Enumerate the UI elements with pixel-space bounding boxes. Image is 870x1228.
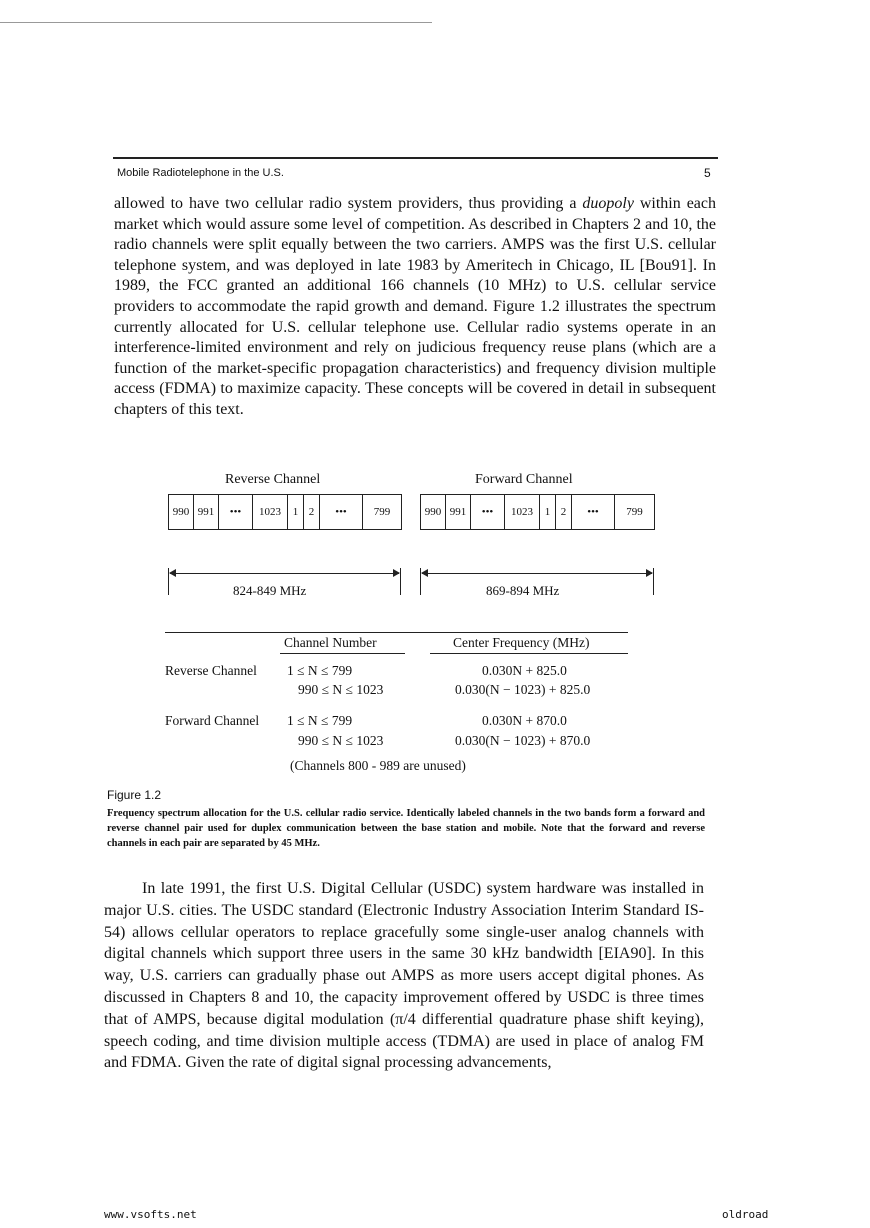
channel-cell: 2 <box>304 495 320 529</box>
forward-span-tick-right <box>653 568 654 595</box>
channel-cell: 799 <box>626 506 643 518</box>
forward-freq-range: 869-894 MHz <box>486 583 560 598</box>
table-header-rule-channel <box>280 653 405 654</box>
page-number: 5 <box>704 166 711 180</box>
scan-top-rule <box>0 22 432 23</box>
body-paragraph-2 <box>104 878 704 1074</box>
table-header-rule-frequency <box>430 653 628 654</box>
channel-cell: 1 <box>540 495 556 529</box>
channel-cell: 799 <box>373 506 391 518</box>
channel-cell: 991 <box>446 495 471 529</box>
arrowhead-right-icon <box>393 569 400 577</box>
table-cell-frequency: 0.030N + 825.0 <box>482 663 567 678</box>
table-cell-frequency: 0.030(N − 1023) + 825.0 <box>455 682 591 697</box>
reverse-channel-band <box>168 494 402 530</box>
body-paragraph-1 <box>114 194 716 421</box>
channel-cell: 1023 <box>253 495 288 529</box>
header-rule <box>113 157 718 159</box>
forward-span-arrow <box>422 573 652 574</box>
table-cell-range: 990 ≤ N ≤ 1023 <box>298 682 384 697</box>
table-row-label: Forward Channel <box>165 713 260 728</box>
arrowhead-right-icon <box>646 569 653 577</box>
reverse-span-tick-right <box>400 568 401 595</box>
forward-channel-band <box>420 494 655 530</box>
arrowhead-left-icon <box>421 569 428 577</box>
channel-cell: 991 <box>194 495 219 529</box>
table-top-rule <box>165 632 628 633</box>
reverse-span-arrow <box>170 573 399 574</box>
table-row-label: Reverse Channel <box>165 663 257 678</box>
table-cell-range: 990 ≤ N ≤ 1023 <box>298 733 384 748</box>
channel-cell: ••• <box>219 495 253 529</box>
table-cell-range: 1 ≤ N ≤ 799 <box>287 713 353 728</box>
footer-website: www.vsofts.net <box>104 1208 197 1221</box>
para1-text-a: allowed to have two cellular radio system providers, thus providing a <box>114 195 583 212</box>
channel-cell: 1023 <box>505 495 540 529</box>
reverse-channel-title: Reverse Channel <box>225 472 321 487</box>
figure-label: Figure 1.2 <box>107 788 162 802</box>
table-header-channel: Channel Number <box>284 635 377 650</box>
table-header-frequency: Center Frequency (MHz) <box>453 635 590 650</box>
para2-text: In late 1991, the first U.S. Digital Cellular (USDC) system hardware was installed in major U.S. cities. The USDC standard (Electronic Industry Association Interim Standard IS-54) allows cellular operators to replace gracefully some single-user analog channels with digital channels which support three users in the same 30 kHz bandwidth [EIA90]. In this way, U.S. carriers can gradually phase out AMPS as more users accept digital phones. As discussed in Chapters 8 and 10, the capacity improvement offered by USDC is three times that of AMPS, because digital modulation (π/4 differential quadrature phase shift keying), speech coding, and time division multiple access (TDMA) are used in place of analog FM and FDMA. Given the rate of digital signal processing advancements, <box>104 880 704 1072</box>
channel-cell: ••• <box>471 495 505 529</box>
para1-text-b: within each market which would assure some level of competition. As described in Chapters 2 and 10, the radio channels were split equally between the two carriers. AMPS was the first U.S. cellular telephone system, and was deployed in late 1983 by Ameritech in Chicago, IL [Bou91]. In 1989, the FCC granted an additional 166 channels (10 MHz) to U.S. cellular service providers to accommodate the rapid growth and demand. Figure 1.2 illustrates the spectrum currently allocated for U.S. cellular telephone use. Cellular radio systems operate in an interference-limited environment and rely on judicious frequency reuse plans (which are a function of the market-specific propagation characteristics) and frequency division multiple access (FDMA) to maximize capacity. These concepts will be covered in detail in subsequent chapters of this text. <box>114 195 716 418</box>
channel-cell: 990 <box>169 495 194 529</box>
channel-cell: 1 <box>288 495 304 529</box>
table-cell-range: 1 ≤ N ≤ 799 <box>287 663 353 678</box>
table-cell-frequency: 0.030N + 870.0 <box>482 713 567 728</box>
reverse-freq-range: 824-849 MHz <box>233 583 307 598</box>
para1-italic-term: duopoly <box>582 195 634 212</box>
unused-channels-note: (Channels 800 - 989 are unused) <box>290 758 466 773</box>
channel-cell: 990 <box>421 495 446 529</box>
table-cell-frequency: 0.030(N − 1023) + 870.0 <box>455 733 591 748</box>
running-head: Mobile Radiotelephone in the U.S. <box>117 167 284 179</box>
arrowhead-left-icon <box>169 569 176 577</box>
figure-caption: Frequency spectrum allocation for the U.S. cellular radio service. Identically labeled channels in the two bands form a forward and reverse channel pair used for duplex communication between the base station and mobile. Note that the forward and reverse channels in each pair are separated by 45 MHz. <box>107 808 705 849</box>
channel-cell: ••• <box>572 495 615 529</box>
channel-cell: 2 <box>556 495 572 529</box>
footer-tag: oldroad <box>722 1208 769 1221</box>
forward-channel-title: Forward Channel <box>475 472 573 487</box>
channel-cell: ••• <box>320 495 363 529</box>
